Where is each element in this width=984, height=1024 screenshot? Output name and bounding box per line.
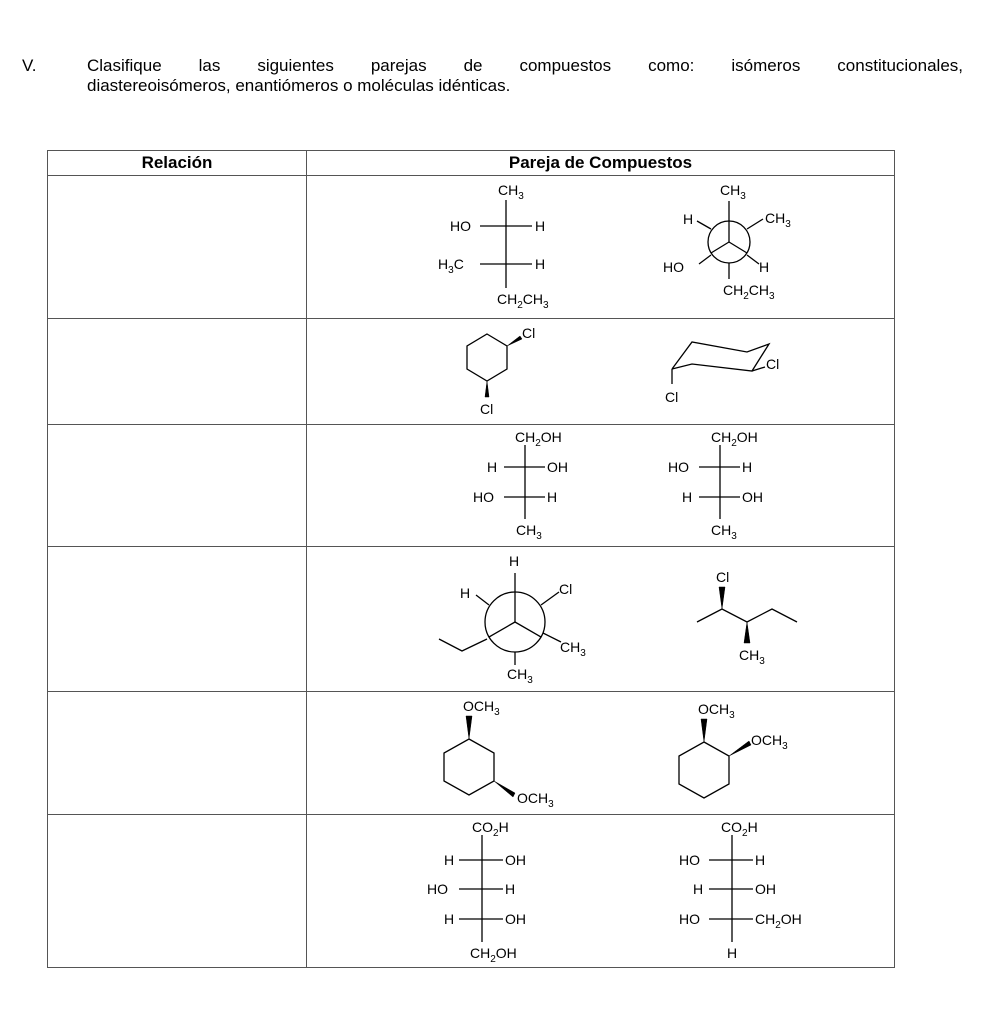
label-och3: $OCH_3$ <box>463 698 500 718</box>
label-ch2oh: $CH_2OH$ <box>515 429 562 449</box>
fischer-projection-a <box>427 819 526 965</box>
skeletal-structure-b <box>697 569 797 667</box>
label-cl: Cl <box>480 401 494 417</box>
table-row <box>48 176 895 319</box>
label-cl: Cl <box>716 569 730 585</box>
label-h: H <box>547 489 558 505</box>
label-oh: OH <box>547 459 568 475</box>
label-h: H <box>683 211 694 227</box>
pair-1-structures <box>307 176 895 318</box>
label-och3: $OCH_3$ <box>698 701 735 721</box>
label-ho: HO <box>679 911 700 927</box>
relacion-cell-1[interactable] <box>48 176 307 319</box>
pair-2-structures <box>307 319 895 424</box>
label-h: H <box>487 459 498 475</box>
pair-cell-5 <box>307 692 895 815</box>
label-ch3: $CH_3$ <box>516 522 542 542</box>
table-row <box>48 547 895 692</box>
table-row <box>48 319 895 425</box>
pair-cell-4 <box>307 547 895 692</box>
pair-3-structures <box>307 425 895 546</box>
label-cl: Cl <box>522 325 536 341</box>
pair-cell-1 <box>307 176 895 319</box>
label-h: H <box>444 852 455 868</box>
question-text <box>87 56 963 96</box>
table-header-row <box>48 151 895 176</box>
cyclohexane-a <box>467 325 535 417</box>
newman-projection-b <box>663 182 791 302</box>
label-cl: Cl <box>559 581 573 597</box>
label-oh: OH <box>505 911 526 927</box>
label-ch3: $CH_3$ <box>711 522 737 542</box>
label-ch2oh: $CH_2OH$ <box>711 429 758 449</box>
label-ch3: $CH_3$ <box>560 639 586 659</box>
label-h: H <box>509 553 520 569</box>
label-h: H <box>505 881 516 897</box>
classification-table <box>47 150 895 968</box>
pair-6-structures <box>307 815 895 967</box>
pair-cell-3 <box>307 425 895 547</box>
label-h: H <box>535 218 546 234</box>
label-ho: HO <box>663 259 684 275</box>
label-co2h: $CO_2H$ <box>721 819 758 839</box>
label-ch3: $CH_3$ <box>739 647 765 667</box>
label-cl: Cl <box>665 389 679 405</box>
cyclohexane-b <box>679 701 788 798</box>
label-ch3: $CH_3$ <box>720 182 746 202</box>
label-h: H <box>742 459 753 475</box>
label-oh: OH <box>742 489 763 505</box>
pair-cell-6 <box>307 815 895 968</box>
label-oh: OH <box>755 881 776 897</box>
relacion-cell-4[interactable] <box>48 547 307 692</box>
label-h3c: $H_3C$ <box>438 256 464 276</box>
cyclohexane-a <box>444 698 554 810</box>
label-ho: HO <box>668 459 689 475</box>
fischer-projection-a <box>473 429 568 542</box>
label-ch3: $CH_3$ <box>507 666 533 686</box>
label-co2h: $CO_2H$ <box>472 819 509 839</box>
relacion-cell-6[interactable] <box>48 815 307 968</box>
relacion-cell-3[interactable] <box>48 425 307 547</box>
label-ho: HO <box>450 218 471 234</box>
fischer-projection-a <box>438 182 549 311</box>
header-relacion: Relación <box>48 151 307 176</box>
label-h: H <box>727 945 738 961</box>
label-ch3: $CH_3$ <box>765 210 791 230</box>
pair-cell-2 <box>307 319 895 425</box>
label-ch2oh: $CH_2OH$ <box>470 945 517 965</box>
label-oh: OH <box>505 852 526 868</box>
relacion-cell-5[interactable] <box>48 692 307 815</box>
fischer-projection-b <box>668 429 763 542</box>
label-h: H <box>682 489 693 505</box>
label-h: H <box>460 585 471 601</box>
label-ho: HO <box>427 881 448 897</box>
newman-projection-a <box>439 553 586 686</box>
table-row <box>48 815 895 968</box>
label-ho: HO <box>473 489 494 505</box>
label-cl: Cl <box>766 356 780 372</box>
question-number: V. <box>22 56 37 75</box>
label-h: H <box>759 259 770 275</box>
label-h: H <box>535 256 546 272</box>
label-ch3: $CH_3$ <box>498 182 524 202</box>
header-pareja: Pareja de Compuestos <box>307 151 895 176</box>
label-h: H <box>444 911 455 927</box>
label-ch2ch3: $CH_2CH_3$ <box>497 291 549 311</box>
question-line-2: diastereoisómeros, enantiómeros o moléculas idénticas. <box>87 76 511 95</box>
label-h: H <box>693 881 704 897</box>
fischer-projection-b <box>679 819 802 961</box>
pair-4-structures <box>307 547 895 691</box>
label-ch2oh: $CH_2OH$ <box>755 911 802 931</box>
relacion-cell-2[interactable] <box>48 319 307 425</box>
table-row <box>48 692 895 815</box>
label-ch2ch3: $CH_2CH_3$ <box>723 282 775 302</box>
table-row <box>48 425 895 547</box>
label-och3: $OCH_3$ <box>751 732 788 752</box>
label-h: H <box>755 852 766 868</box>
label-ho: HO <box>679 852 700 868</box>
chair-cyclohexane-b <box>665 342 779 405</box>
label-och3: $OCH_3$ <box>517 790 554 810</box>
question-line-1: Clasifique las siguientes parejas de compuestos como: isómeros constitucionales, <box>87 56 963 75</box>
pair-5-structures <box>307 692 895 814</box>
